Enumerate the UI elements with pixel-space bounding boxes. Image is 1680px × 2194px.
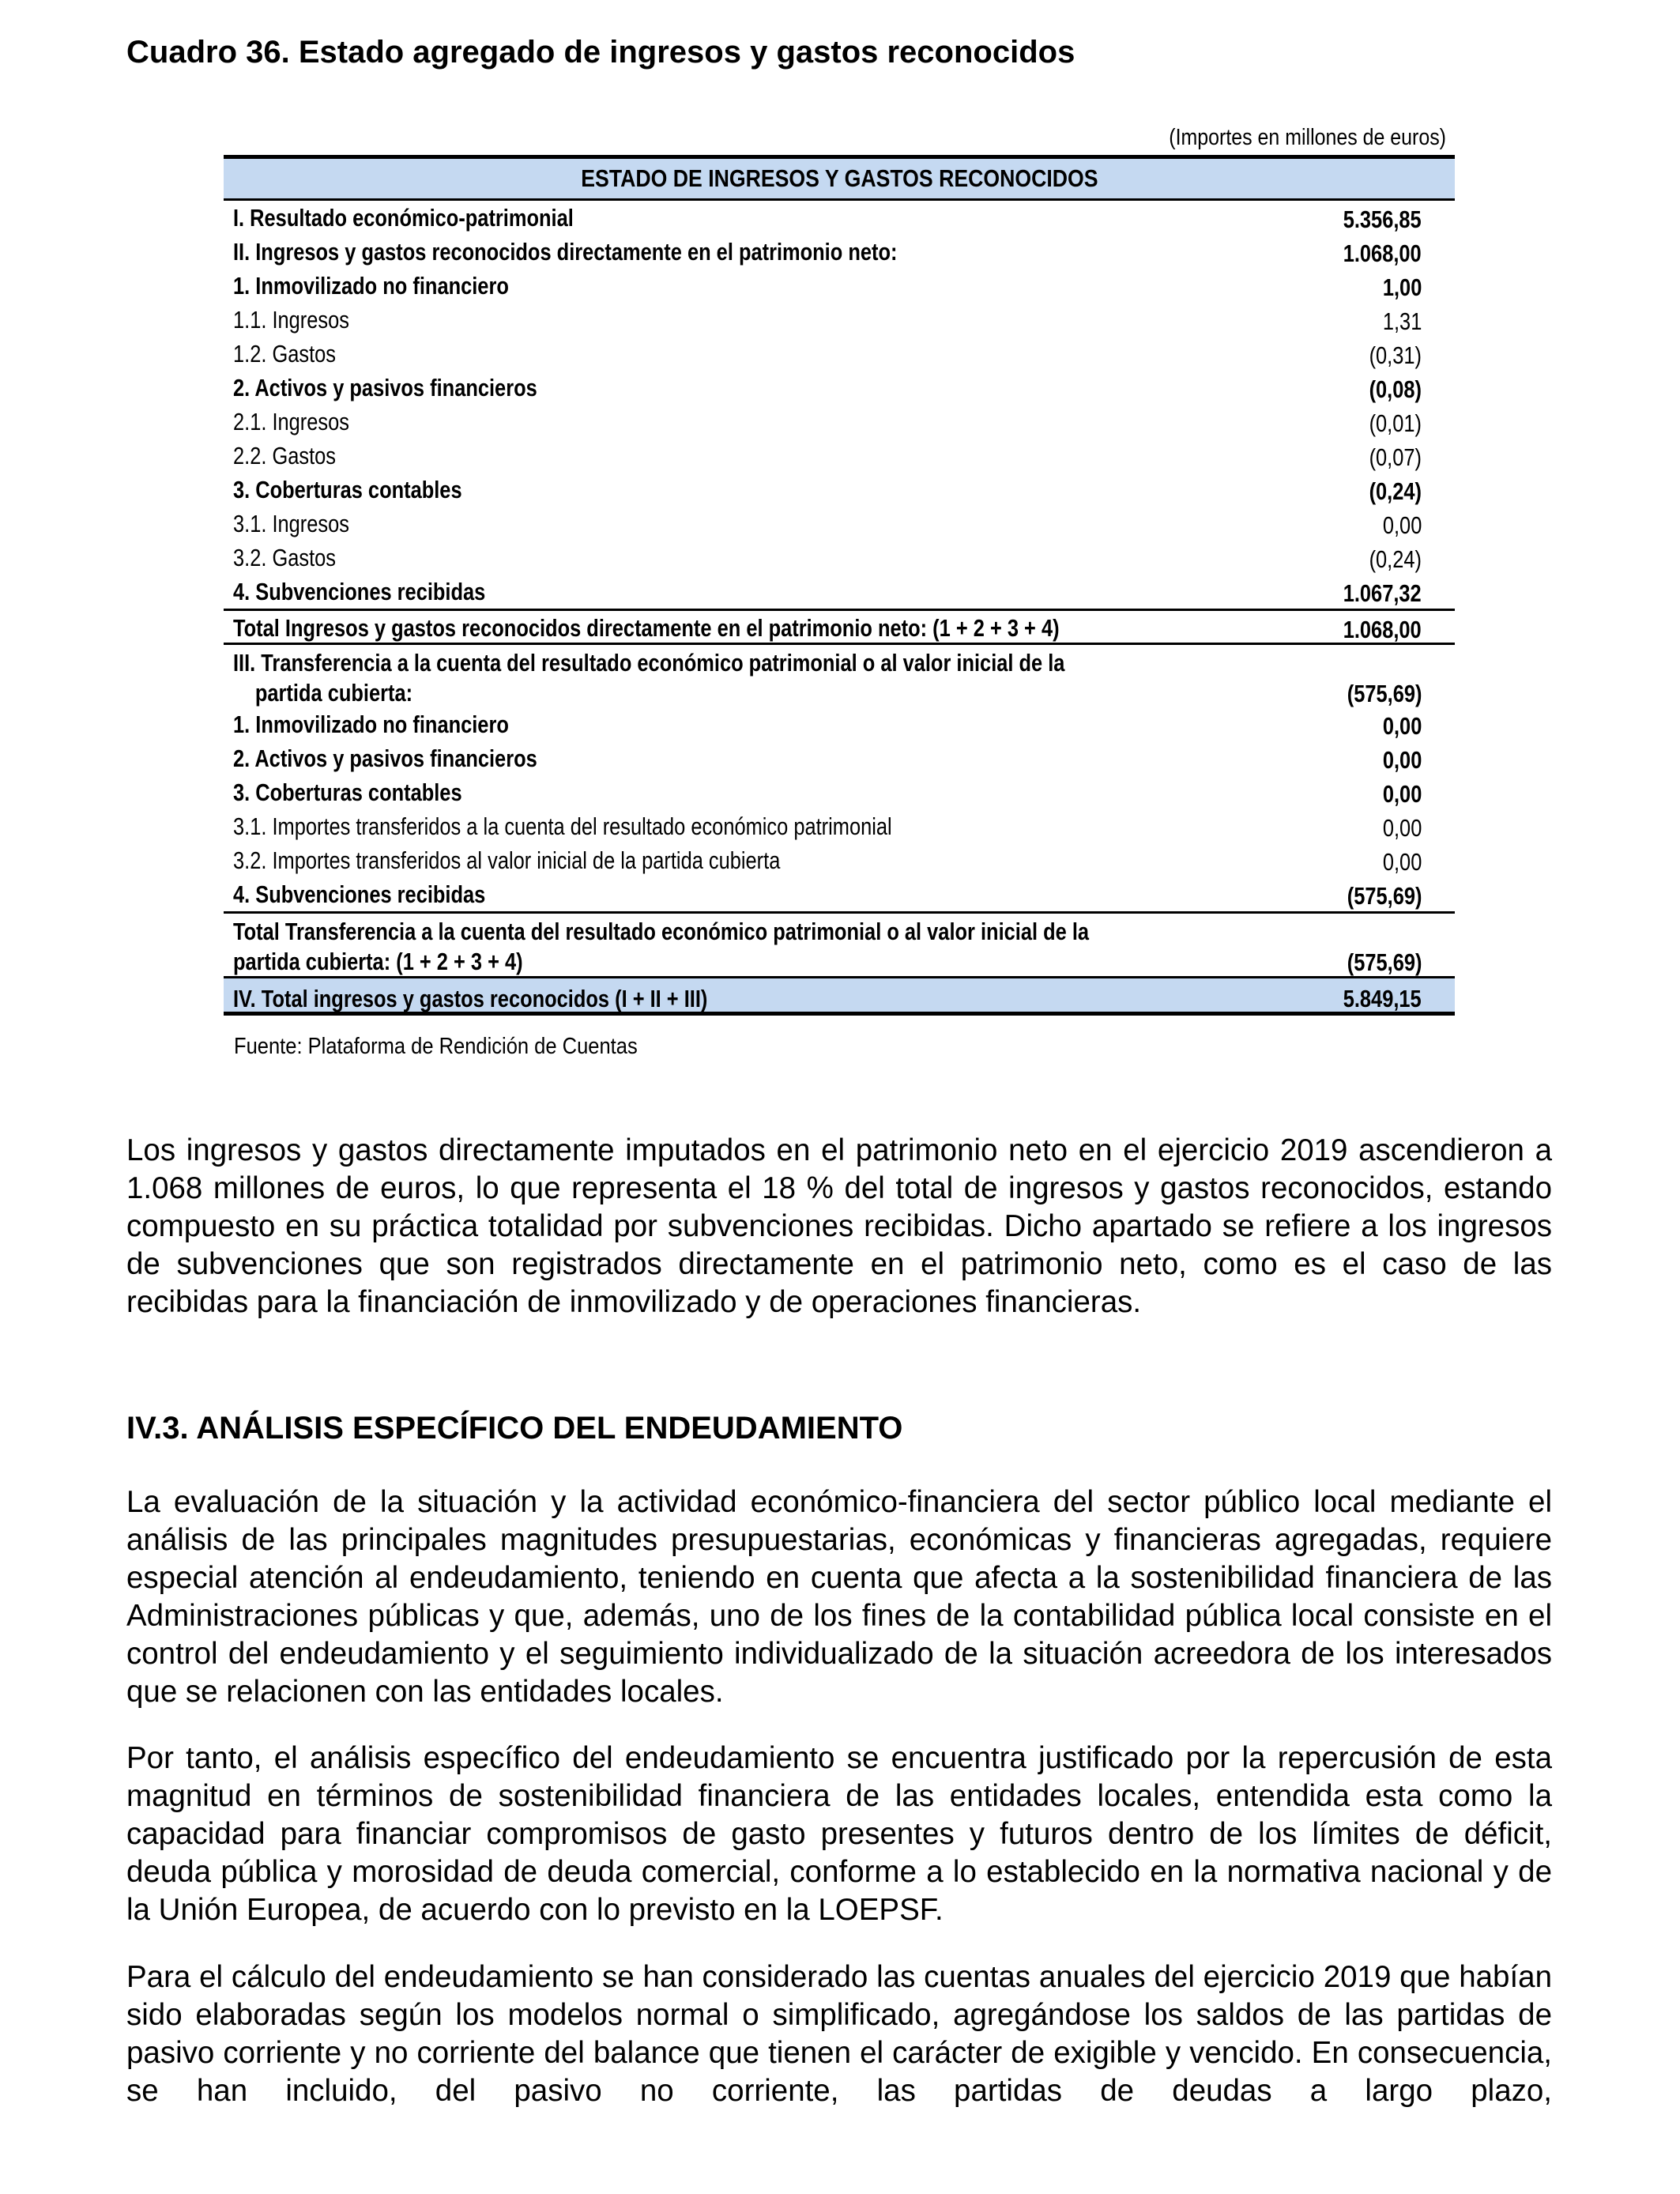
row-value: 0,00 (1382, 511, 1422, 539)
income-expense-table (224, 155, 1455, 1016)
row-value: 0,00 (1382, 746, 1422, 774)
table-row (224, 609, 1455, 643)
table-row (224, 877, 1455, 911)
row-label: IV. Total ingresos y gastos reconocidos (I + II + III) (233, 985, 708, 1012)
table-header: ESTADO DE INGRESOS Y GASTOS RECONOCIDOS (224, 155, 1455, 201)
units-note: (Importes en millones de euros) (1169, 125, 1446, 150)
row-value: 1.068,00 (1343, 239, 1422, 267)
table-source: Fuente: Plataforma de Rendición de Cuentas (234, 1034, 638, 1059)
table-body (224, 201, 1455, 1016)
table-row (224, 439, 1455, 473)
row-label: 4. Subvenciones recibidas (233, 880, 486, 908)
row-label: 3.1. Ingresos (233, 510, 349, 537)
row-label: 1.2. Gastos (233, 340, 336, 368)
row-label: Total Transferencia a la cuenta del resultado económico patrimonial o al valor inicial de la partida cubierta: (1 + 2 + 3 + 4) (233, 918, 1090, 975)
row-label: 3.2. Importes transferidos al valor inicial de la partida cubierta (233, 846, 781, 874)
row-value: (0,24) (1369, 477, 1422, 505)
row-value: (0,08) (1369, 375, 1422, 403)
row-value: 1.067,32 (1343, 579, 1422, 607)
row-value: 1,31 (1382, 307, 1422, 335)
row-label: 1.1. Ingresos (233, 306, 349, 334)
row-value: (0,24) (1369, 545, 1422, 573)
table-caption: Cuadro 36. Estado agregado de ingresos y gastos reconocidos (126, 35, 1075, 70)
paragraph-1: Los ingresos y gastos directamente imputados en el patrimonio neto en el ejercicio 2019 ascendieron a 1.068 millones de euros, lo que representa el 18 % del total de ingresos y gastos reconocidos, estando compuesto en su práctica totalidad por subvenciones recibidas. Dicho apartado se refiere a los ingresos de subvenciones que son registrados directamente en el patrimonio neto, como es el caso de las recibidas para la financiación de inmovilizado y de operaciones financieras. (126, 1133, 1552, 1319)
table-row (224, 269, 1455, 303)
paragraph-2: La evaluación de la situación y la actividad económico-financiera del sector público local mediante el análisis de las principales magnitudes presupuestarias, económicas y financieras agregadas, requiere especial atención al endeudamiento, teniendo en cuenta que afecta a la sostenibilidad financiera de las Administraciones públicas y que, además, uno de los fines de la contabilidad pública local consiste en el control del endeudamiento y el seguimiento individualizado de la situación acreedora de los interesados que se relacionen con las entidades locales. (126, 1485, 1552, 1709)
row-value: (575,69) (1347, 680, 1422, 707)
row-label: 3. Coberturas contables (233, 476, 462, 503)
row-value: 0,00 (1382, 848, 1422, 876)
table-row (224, 775, 1455, 809)
table-row (224, 643, 1455, 707)
table-row (224, 575, 1455, 609)
table-row (224, 976, 1455, 1016)
table-row (224, 843, 1455, 877)
table-row (224, 405, 1455, 439)
row-value: 5.849,15 (1343, 985, 1422, 1012)
row-label: 1. Inmovilizado no financiero (233, 711, 509, 738)
row-label: Total Ingresos y gastos reconocidos directamente en el patrimonio neto: (1 + 2 + 3 + 4) (233, 614, 1060, 642)
row-value: 1.068,00 (1343, 616, 1422, 643)
table-row (224, 201, 1455, 235)
row-value: 0,00 (1382, 814, 1422, 842)
row-value: (575,69) (1347, 882, 1422, 910)
section-heading: IV.3. ANÁLISIS ESPECÍFICO DEL ENDEUDAMIENTO (126, 1411, 903, 1446)
table-row (224, 303, 1455, 337)
row-label: III. Transferencia a la cuenta del resultado económico patrimonial o al valor inicial de la partida cubierta: (233, 649, 1065, 707)
table-row (224, 911, 1455, 976)
table-row (224, 235, 1455, 269)
row-value: 5.356,85 (1343, 205, 1422, 233)
paragraph-4: Para el cálculo del endeudamiento se han considerado las cuentas anuales del ejercicio 2019 que habían sido elaboradas según los modelos normal o simplificado, agregándose los saldos de las partidas de pasivo corriente y no corriente del balance que tienen el carácter de exigible y vencido. En consecuencia, se han incluido, del pasivo no corriente, las partidas de deudas a largo plazo, (126, 1960, 1552, 2108)
row-value: (0,07) (1369, 443, 1422, 471)
table-row (224, 741, 1455, 775)
row-label: I. Resultado económico-patrimonial (233, 204, 574, 232)
row-label: 3. Coberturas contables (233, 778, 462, 806)
table-row (224, 371, 1455, 405)
row-label: 2. Activos y pasivos financieros (233, 745, 537, 772)
row-label: 2. Activos y pasivos financieros (233, 374, 537, 401)
row-label: 3.2. Gastos (233, 544, 336, 571)
row-label: 2.1. Ingresos (233, 408, 349, 435)
row-label: 4. Subvenciones recibidas (233, 578, 486, 605)
table-row (224, 707, 1455, 741)
table-row (224, 809, 1455, 843)
row-label: 1. Inmovilizado no financiero (233, 272, 509, 300)
row-value: 0,00 (1382, 712, 1422, 740)
row-value: 0,00 (1382, 780, 1422, 808)
row-value: (0,01) (1369, 409, 1422, 437)
row-label: 2.2. Gastos (233, 442, 336, 469)
table-row (224, 507, 1455, 541)
row-value: 1,00 (1382, 273, 1422, 301)
row-value: (0,31) (1369, 341, 1422, 369)
row-label: 3.1. Importes transferidos a la cuenta del resultado económico patrimonial (233, 812, 892, 840)
table-row (224, 473, 1455, 507)
row-value: (575,69) (1347, 948, 1422, 976)
table-row (224, 337, 1455, 371)
table-row (224, 541, 1455, 575)
row-label: II. Ingresos y gastos reconocidos directamente en el patrimonio neto: (233, 238, 898, 266)
paragraph-3: Por tanto, el análisis específico del endeudamiento se encuentra justificado por la repercusión de esta magnitud en términos de sostenibilidad financiera de las entidades locales, entendida esta como la capacidad para financiar compromisos de gasto presentes y futuros dentro de los límites de déficit, deuda pública y morosidad de deuda comercial, conforme a lo establecido en la normativa nacional y de la Unión Europea, de acuerdo con lo previsto en la LOEPSF. (126, 1741, 1552, 1927)
